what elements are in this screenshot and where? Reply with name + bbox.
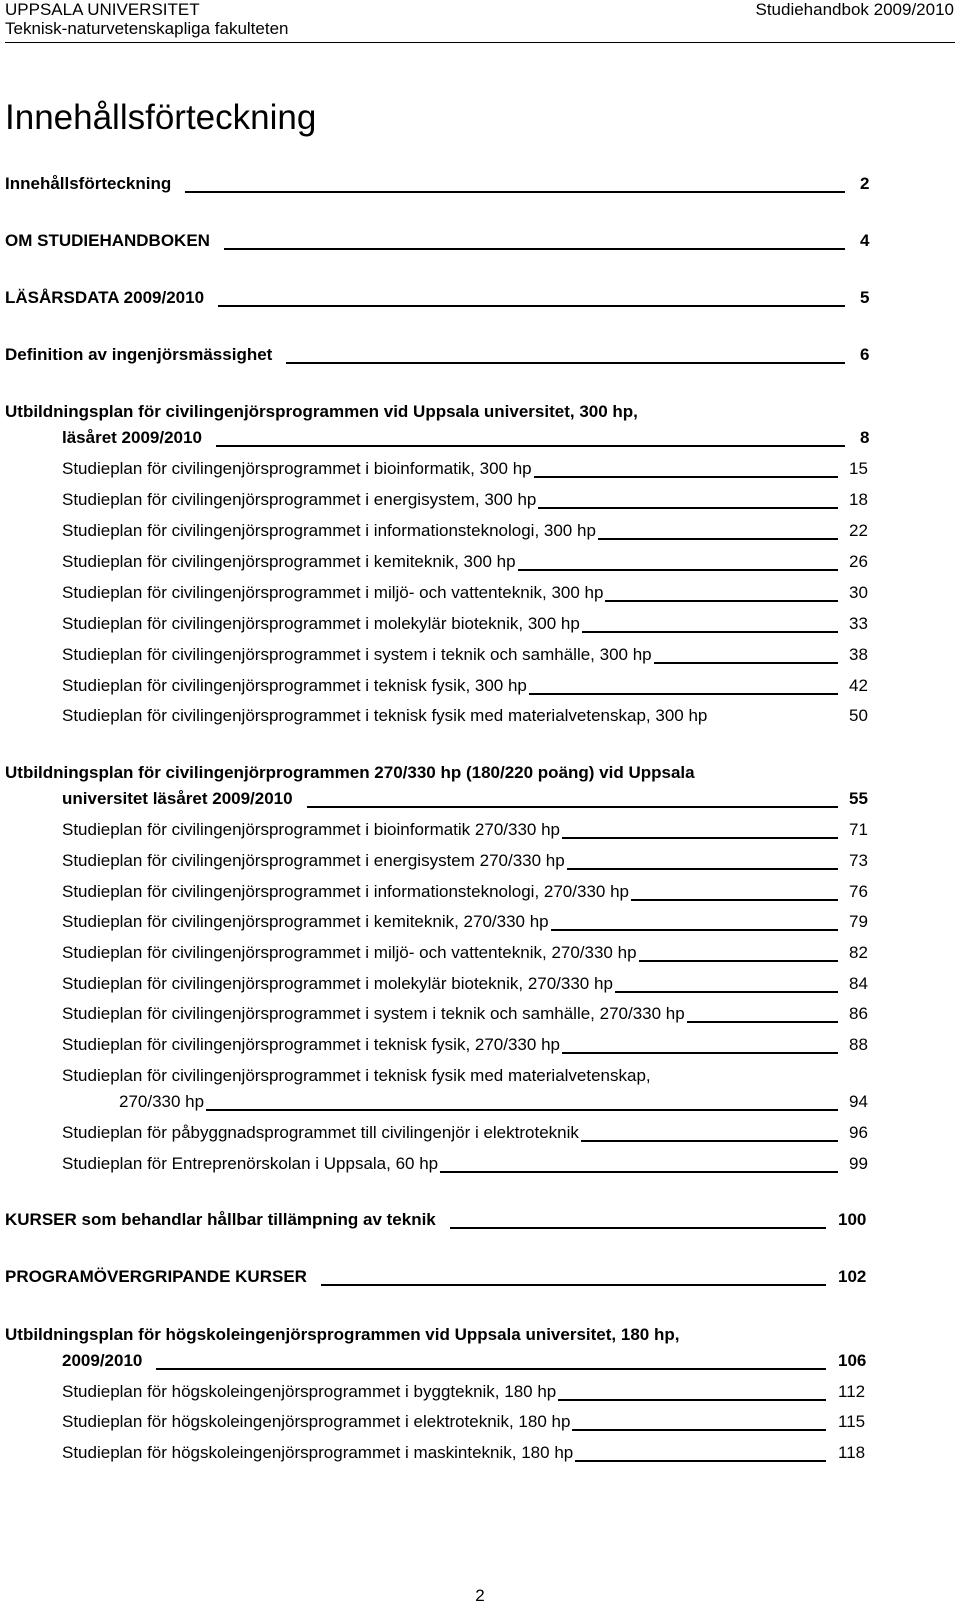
toc-entry-label: Utbildningsplan för civilingenjörprogrammen 270/330 hp (180/220 poäng) vid Uppsala (5, 763, 695, 782)
toc-page-number: 26 (849, 552, 868, 571)
toc-leader-line (321, 1284, 826, 1286)
toc-entry-label: Studieplan för civilingenjörsprogrammet i bioinformatik, 300 hp (62, 459, 532, 478)
toc-entry-label: Studieplan för civilingenjörsprogrammet i bioinformatik 270/330 hp (62, 820, 560, 839)
toc-entry-label: Studieplan för Entreprenörskolan i Uppsala, 60 hp (62, 1154, 439, 1173)
toc-leader-line (581, 1140, 838, 1142)
toc-entry-label: Studieplan för civilingenjörsprogrammet i kemiteknik, 270/330 hp (62, 912, 549, 931)
toc-entry-label: Studieplan för civilingenjörsprogrammet i kemiteknik, 300 hp (62, 552, 516, 571)
toc-page-number: 94 (849, 1092, 868, 1111)
toc-entry-label-continuation: universitet läsåret 2009/2010 (62, 789, 293, 808)
toc-leader-line (551, 929, 838, 931)
toc-entry-label: Studieplan för civilingenjörsprogrammet i teknisk fysik med materialvetenskap, (62, 1066, 651, 1085)
toc-entry-label: PROGRAMÖVERGRIPANDE KURSER (5, 1267, 307, 1286)
toc-entry-label: Studieplan för civilingenjörsprogrammet i teknisk fysik, 270/330 hp (62, 1035, 560, 1054)
toc-leader-line (639, 960, 838, 962)
toc-leader-line (558, 1399, 826, 1401)
toc-page-number: 99 (849, 1154, 868, 1173)
toc-page-number: 8 (860, 428, 870, 447)
toc-page-number: 50 (849, 706, 868, 725)
toc-leader-line (450, 1227, 826, 1229)
toc-leader-line (575, 1460, 826, 1462)
toc-leader-line (687, 1021, 838, 1023)
toc-page-number: 86 (849, 1004, 868, 1023)
toc-entry-label: Studieplan för civilingenjörsprogrammet i system i teknik och samhälle, 270/330 hp (62, 1004, 685, 1023)
header-university: UPPSALA UNIVERSITET (5, 0, 200, 19)
toc-page-number: 115 (838, 1412, 866, 1431)
toc-entry-label: Definition av ingenjörsmässighet (5, 345, 273, 364)
header-faculty: Teknisk-naturvetenskapliga fakulteten (5, 19, 289, 38)
toc-page-number: 2 (860, 174, 870, 193)
toc-page-number: 6 (860, 345, 870, 364)
toc-leader-line (572, 1429, 826, 1431)
toc-page-number: 15 (849, 459, 868, 478)
toc-leader-line (518, 569, 838, 571)
page-title: Innehållsförteckning (5, 98, 317, 137)
toc-entry-label: Studieplan för civilingenjörsprogrammet i informationsteknologi, 270/330 hp (62, 882, 629, 901)
toc-leader-line (631, 899, 838, 901)
toc-page-number: 100 (838, 1210, 867, 1229)
toc-page-number: 118 (838, 1443, 866, 1462)
toc-entry-label: KURSER som behandlar hållbar tillämpning av teknik (5, 1210, 436, 1229)
toc-entry-label: Studieplan för civilingenjörsprogrammet i system i teknik och samhälle, 300 hp (62, 645, 652, 664)
toc-page-number: 84 (849, 974, 868, 993)
toc-entry-label: Studieplan för högskoleingenjörsprogrammet i elektroteknik, 180 hp (62, 1412, 571, 1431)
toc-leader-line (307, 806, 838, 808)
toc-entry-label: Studieplan för civilingenjörsprogrammet i molekylär bioteknik, 270/330 hp (62, 974, 613, 993)
toc-page-number: 4 (860, 231, 870, 250)
header-rule (5, 42, 955, 43)
toc-leader-line (440, 1171, 838, 1173)
toc-leader-line (582, 631, 838, 633)
toc-leader-line (206, 1109, 838, 1111)
toc-entry-label: Utbildningsplan för högskoleingenjörsprogrammen vid Uppsala universitet, 180 hp, (5, 1325, 680, 1344)
toc-page-number: 102 (838, 1267, 867, 1286)
toc-entry-label: Studieplan för högskoleingenjörsprogrammet i byggteknik, 180 hp (62, 1382, 557, 1401)
toc-leader-line (654, 662, 838, 664)
toc-entry-label: Studieplan för påbyggnadsprogrammet till civilingenjör i elektroteknik (62, 1123, 579, 1142)
toc-leader-line (538, 507, 838, 509)
toc-entry-label: Studieplan för civilingenjörsprogrammet i informationsteknologi, 300 hp (62, 521, 596, 540)
toc-entry-label: LÄSÅRSDATA 2009/2010 (5, 288, 205, 307)
toc-leader-line (562, 837, 838, 839)
toc-leader-line (529, 693, 838, 695)
toc-entry-label: Studieplan för civilingenjörsprogrammet i energisystem, 300 hp (62, 490, 537, 509)
toc-page-number: 55 (849, 789, 868, 808)
toc-page-number: 88 (849, 1035, 868, 1054)
toc-entry-label: Innehållsförteckning (5, 174, 172, 193)
toc-leader-line (605, 600, 838, 602)
toc-leader-line (286, 362, 845, 364)
toc-leader-line (534, 476, 838, 478)
page-number: 2 (475, 1586, 485, 1605)
toc-page-number: 38 (849, 645, 868, 664)
toc-leader-line (224, 248, 845, 250)
toc-page-number: 73 (849, 851, 868, 870)
toc-leader-line (615, 991, 838, 993)
toc-entry-label-continuation: 2009/2010 (62, 1351, 143, 1370)
toc-entry-label: Utbildningsplan för civilingenjörsprogrammen vid Uppsala universitet, 300 hp, (5, 402, 638, 421)
toc-page-number: 79 (849, 912, 868, 931)
toc-entry-label: Studieplan för civilingenjörsprogrammet i teknisk fysik med materialvetenskap, 300 hp (62, 706, 708, 725)
toc-leader-line (156, 1368, 826, 1370)
toc-page-number: 22 (849, 521, 868, 540)
toc-page-number: 96 (849, 1123, 868, 1142)
header-handbook-title: Studiehandbok 2009/2010 (755, 0, 954, 19)
toc-page-number: 18 (849, 490, 868, 509)
toc-entry-label: Studieplan för civilingenjörsprogrammet i molekylär bioteknik, 300 hp (62, 614, 580, 633)
toc-page-number: 112 (838, 1382, 866, 1401)
toc-entry-label-continuation: läsåret 2009/2010 (62, 428, 202, 447)
toc-leader-line (185, 191, 845, 193)
toc-page-number: 106 (838, 1351, 867, 1370)
toc-page-number: 42 (849, 676, 868, 695)
toc-leader-line (562, 1052, 838, 1054)
toc-entry-label: Studieplan för civilingenjörsprogrammet i energisystem 270/330 hp (62, 851, 565, 870)
toc-leader-line (216, 445, 845, 447)
toc-page-number: 71 (849, 820, 868, 839)
toc-page-number: 5 (860, 288, 870, 307)
toc-entry-label: Studieplan för civilingenjörsprogrammet i miljö- och vattenteknik, 300 hp (62, 583, 604, 602)
toc-entry-label: Studieplan för civilingenjörsprogrammet i teknisk fysik, 300 hp (62, 676, 527, 695)
toc-page-number: 76 (849, 882, 868, 901)
toc-entry-label: Studieplan för högskoleingenjörsprogrammet i maskinteknik, 180 hp (62, 1443, 574, 1462)
toc-page-number: 30 (849, 583, 868, 602)
toc-leader-line (218, 305, 845, 307)
toc-leader-line (598, 538, 838, 540)
toc-entry-label: Studieplan för civilingenjörsprogrammet i miljö- och vattenteknik, 270/330 hp (62, 943, 637, 962)
toc-leader-line (567, 868, 838, 870)
toc-entry-label-continuation: 270/330 hp (119, 1092, 205, 1111)
toc-page-number: 82 (849, 943, 868, 962)
toc-page-number: 33 (849, 614, 868, 633)
toc-entry-label: OM STUDIEHANDBOKEN (5, 231, 210, 250)
